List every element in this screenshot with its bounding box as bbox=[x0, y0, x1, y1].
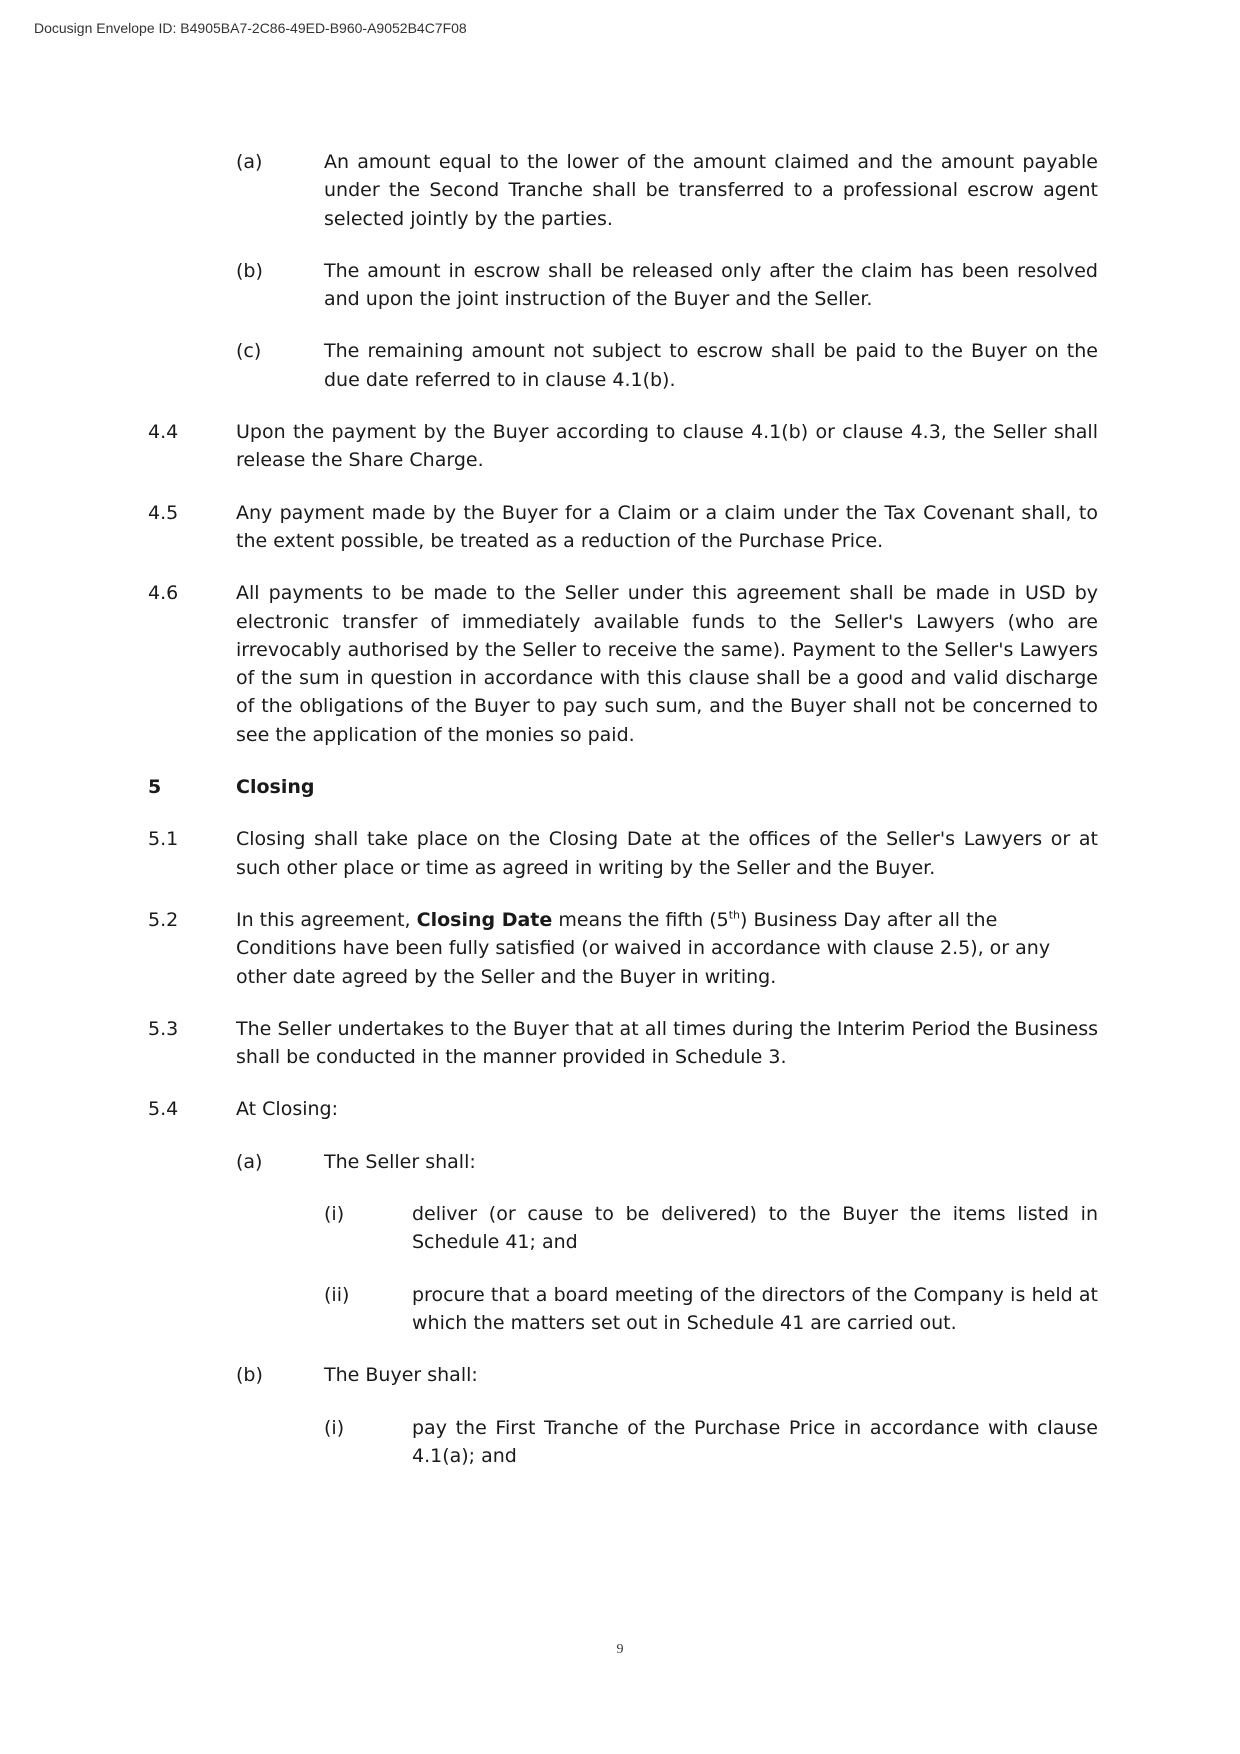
clause-5-4 bbox=[0, 1095, 1240, 1123]
clause-text: pay the First Tranche of the Purchase Price in accordance with clause 4.1(a); and bbox=[412, 1416, 1098, 1467]
clause-5-4-b bbox=[0, 1361, 1240, 1389]
clause-5-4-a-i bbox=[0, 1200, 1240, 1257]
clause-number: (a) bbox=[236, 151, 263, 173]
clause-text: procure that a board meeting of the directors of the Company is held at which the matters set out in Schedule 41 are carried out. bbox=[412, 1283, 1098, 1334]
clause-number: (i) bbox=[324, 1416, 345, 1439]
clause-number: (a) bbox=[236, 1150, 263, 1173]
clause-number: 5.2 bbox=[148, 908, 179, 931]
document-body bbox=[0, 148, 1240, 1494]
clause-text: All payments to be made to the Seller under this agreement shall be made in USD by electronic transfer of immediately available funds to the Seller's Lawyers (who are irrevocably authorised by the Seller to receive the same). Payment to the Seller's Lawyers of the sum in question in accordance with this clause shall be a good and valid discharge of the obligations of the Buyer to pay such sum, and the Buyer shall not be concerned to see the application of the monies so paid. bbox=[236, 582, 1098, 746]
clause-4-3-c bbox=[0, 337, 1240, 394]
clause-4-5 bbox=[0, 499, 1240, 556]
section-number: 5 bbox=[148, 776, 162, 799]
clause-text: The remaining amount not subject to escrow shall be paid to the Buyer on the due date referred to in clause 4.1(b). bbox=[324, 340, 1098, 391]
clause-5-4-a-ii bbox=[0, 1281, 1240, 1338]
clause-number: 5.1 bbox=[148, 828, 179, 851]
clause-4-4 bbox=[0, 418, 1240, 475]
docusign-envelope-id: Docusign Envelope ID: B4905BA7-2C86-49ED-B960-A9052B4C7F08 bbox=[34, 20, 467, 36]
clause-text: The Seller shall: bbox=[324, 1150, 476, 1173]
clause-text: Any payment made by the Buyer for a Claim or a claim under the Tax Covenant shall, to the extent possible, be treated as a reduction of the Purchase Price. bbox=[236, 501, 1098, 552]
clause-number: 5.3 bbox=[148, 1017, 179, 1040]
clause-5-3 bbox=[0, 1015, 1240, 1072]
defined-term-closing-date: Closing Date bbox=[416, 908, 553, 931]
clause-5-4-b-i bbox=[0, 1414, 1240, 1471]
clause-number: (b) bbox=[236, 1364, 263, 1387]
clause-text: The Buyer shall: bbox=[324, 1364, 478, 1387]
clause-5-4-a bbox=[0, 1148, 1240, 1176]
clause-number: 5.4 bbox=[148, 1098, 179, 1121]
clause-number: (b) bbox=[236, 259, 263, 282]
clause-5-1 bbox=[0, 825, 1240, 882]
clause-number: 4.5 bbox=[148, 501, 179, 524]
clause-text-pre: In this agreement, bbox=[236, 908, 417, 931]
clause-number: 4.4 bbox=[148, 421, 179, 444]
clause-4-3-b bbox=[0, 257, 1240, 314]
clause-number: (c) bbox=[236, 340, 262, 363]
clause-text: The amount in escrow shall be released only after the claim has been resolved and upon the joint instruction of the Buyer and the Seller. bbox=[324, 259, 1098, 311]
clause-text-post: ) Business Day after all the Conditions have been fully satisfied (or waived in accordance with clause 2.5), or any other date agreed by the Seller and the Buyer in writing. bbox=[236, 908, 1051, 988]
clause-text: Closing shall take place on the Closing Date at the offices of the Seller's Lawyers or at such other place or time as agreed in writing by the Seller and the Buyer. bbox=[236, 828, 1098, 879]
clause-5-2 bbox=[0, 906, 1240, 991]
clause-text: Upon the payment by the Buyer according to clause 4.1(b) or clause 4.3, the Seller shall release the Share Charge. bbox=[236, 421, 1098, 472]
page-number: 9 bbox=[616, 1642, 624, 1657]
clause-text-mid: means the fifth (5 bbox=[552, 908, 729, 931]
ordinal-suffix: th bbox=[728, 908, 741, 922]
section-title: Closing bbox=[236, 776, 315, 799]
clause-number: (ii) bbox=[324, 1283, 350, 1306]
clause-text bbox=[236, 906, 1098, 991]
clause-4-3-a bbox=[0, 148, 1240, 233]
clause-number: 4.6 bbox=[148, 582, 179, 605]
clause-text: The Seller undertakes to the Buyer that at all times during the Interim Period the Business shall be conducted in the manner provided in Schedule 3. bbox=[236, 1017, 1098, 1069]
clause-text: At Closing: bbox=[236, 1098, 339, 1121]
clause-text: deliver (or cause to be delivered) to the Buyer the items listed in Schedule 41; and bbox=[412, 1203, 1098, 1254]
clause-number: (i) bbox=[324, 1203, 345, 1226]
clause-text: An amount equal to the lower of the amount claimed and the amount payable under the Second Tranche shall be transferred to a professional escrow agent selected jointly by the parties. bbox=[324, 151, 1098, 230]
clause-4-6 bbox=[0, 579, 1240, 749]
section-5-heading bbox=[0, 773, 1240, 801]
